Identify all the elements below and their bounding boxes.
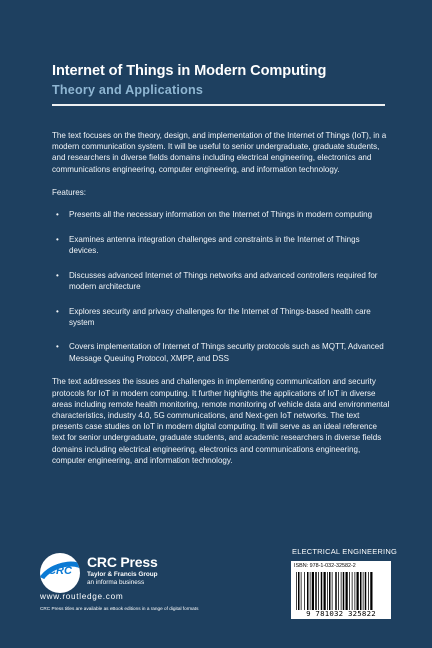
intro-paragraph: The text focuses on the theory, design, and implementation of the Internet of Things (IoT), in a modern communication system. It will be useful to senior undergraduate, graduate students, and researchers in diverse fields domains including electrical engineering, electronics and communications engineering, computer engineering, and information technology. [52,131,387,174]
bullet-icon: • [56,234,59,244]
bullet-icon: • [56,270,59,280]
barcode-digits: 9 781032 325822 [306,609,376,618]
header [52,62,382,98]
barcode-bar [310,572,311,610]
barcode-bar [341,572,342,610]
barcode-bar [349,572,350,610]
barcode-bar [298,572,300,610]
feature-text: Explores security and privacy challenges for the Internet of Things-based health care system [69,306,371,327]
barcode-bar [301,572,302,610]
barcode-bar [307,572,309,610]
feature-item [52,306,390,328]
barcode-bar [365,572,367,610]
barcode-bar [304,572,305,610]
barcode-bar [296,572,297,610]
barcode-bar [357,572,359,610]
book-title: Internet of Things in Modern Computing [52,63,327,79]
barcode-bar [346,572,348,610]
closing-paragraph: The text addresses the issues and challenges in implementing communication and security protocols for IoT in modern computing. It further highlights the applications of IoT in diverse areas including remote health monitoring, remote monitoring of vehicle data and environmental characteristics, industry 4.0, 5G communications, and Next-gen IoT networks. The text presents case studies on IoT in modern digital computing. It will serve as an ideal reference text for senior undergraduate, graduate students, and academic researchers in diverse fields domains including electrical engineering, electronics and communications engineering, computer engineering, and information technology. [52,377,390,465]
book-subtitle: Theory and Applications [52,83,204,97]
barcode-bar [318,572,319,610]
barcode-bar [360,572,362,610]
barcode-bar [329,572,331,610]
barcode-bar [321,572,323,610]
barcode-bar [363,572,364,610]
logo-mark-text: CRC [48,565,72,577]
barcode-bar [370,572,372,610]
barcode-bar [355,572,356,610]
barcode-bar [312,572,314,610]
description [52,130,390,466]
barcode-bar [324,572,326,610]
publisher-website[interactable]: www.routledge.com [40,592,124,601]
crc-logo-icon [40,553,80,593]
ebook-footnote: CRC Press titles are available as eBook editions in a range of digital formats [40,606,199,611]
feature-text: Examines antenna integration challenges and constraints in the Internet of Things devices. [69,234,360,255]
publisher-name: CRC Press [87,554,158,570]
feature-text: Presents all the necessary information on the Internet of Things in modern computing [69,210,373,220]
barcode-bar [335,572,337,610]
barcode-bar [343,572,345,610]
publisher-group: Taylor & Francis Group [87,571,158,578]
barcode-bar [315,572,317,610]
subject-category: ELECTRICAL ENGINEERING [292,547,397,556]
feature-text: Discusses advanced Internet of Things networks and advanced controllers required for modern architecture [69,270,378,291]
bullet-icon: • [56,342,59,352]
bullet-icon: • [56,306,59,316]
feature-item [52,270,390,292]
barcode-bar [352,572,353,610]
barcode-image [294,572,388,610]
feature-item [52,341,390,363]
features-list [52,209,390,364]
feature-text: Covers implementation of Internet of Things security protocols such as MQTT, Advanced Message Queuing Protocol, XMPP, and DSS [69,342,384,363]
bullet-icon: • [56,210,59,220]
feature-item [52,234,390,256]
feature-item [52,209,390,220]
isbn-label: ISBN: 978-1-032-32582-2 [294,563,356,569]
barcode-bar [368,572,369,610]
barcode-bar [327,572,328,610]
barcode-bar [332,572,333,610]
barcode-bar [338,572,339,610]
barcode-panel [291,561,391,619]
publisher-tagline: an informa business [87,579,145,586]
title-divider [52,104,385,106]
features-label: Features: [52,187,86,197]
